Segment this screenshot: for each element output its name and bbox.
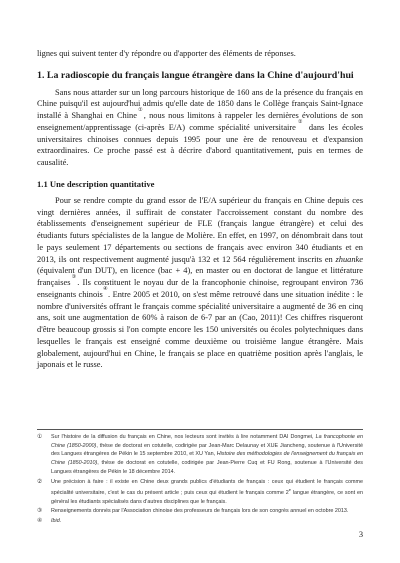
page-number: 3 [358,530,363,539]
footnote-text [51,433,363,477]
footnote-text: Renseignements donnés par l'Association chinoise des professeurs de français lors de son congrès annuel en octobre 2013. [51,508,349,515]
footnote-2 [37,478,363,507]
continuation-line: lignes qui suivent tenter d'y répondre ou d'apporter des éléments de réponses. [37,49,296,58]
footnote-segment: , thèse de doctorat en cotutelle, codirigée par Jean-Pierre Cuq et FU Rong, soutenue à l'Université des Langues étrangères de Pékin le 18 décembre 2014. [51,460,363,475]
paragraph-text: . Ils constituent le noyau dur de la francophonie chinoise, regroupant environ 736 enseignants chinois [37,278,364,299]
footnote-ref-2[interactable]: ② [295,119,305,125]
paragraph-intro [37,87,363,169]
footnote-superscript: e [288,487,291,493]
footnote-4 [37,517,363,526]
subsection-title: 1.1 Une description quantitative [37,178,155,189]
footnote-text [51,478,363,507]
footnote-number: ① [37,434,43,440]
paragraph-text: , nous nous limitons à rappeler les dernières évolutions de son enseignement/apprentissage (ci-après E/A) comme spécialité universitaire [37,111,363,132]
footnote-segment: Une précision à faire : il existe en Chine deux grands publics d'étudiants de français : ceux qui étudient le français comme spécialité universitaire, c'est le cas du présent article ; puis ceux qui étudient le français comme 2 [51,478,363,497]
paragraph-quantitative [37,195,363,371]
footnote-number: ④ [37,518,43,525]
paragraph-text: Sans nous attarder sur un long parcours historique de 160 ans de la présence du français en Chine puisqu'il est aujourd'hui admis qu'elle date de 1850 dans le Collège français Saint-Ignace installé à Shanghai en Chine [37,87,363,120]
footnote-text: Ibid. [51,518,62,525]
footnote-ref-1[interactable]: ① [136,108,144,113]
page-content [37,48,363,371]
footnote-number: ② [37,478,43,485]
footnote-ref-4[interactable]: ④ [102,286,109,292]
footnote-segment: , thèse de doctorat en cotutelle, codirigée par Jean-Marc Delaunay et XUE Jiancheng, soutenue à l'Université des Langues étrangères de Pékin le 15 septembre 2010, et XU Yan, [51,442,363,458]
footnote-3 [37,507,363,516]
footnote-title: Histoire des méthodologies de l'enseignement du français en Chine (1850-2010) [51,451,363,467]
footnote-segment: Sur l'histoire de la diffusion du français en Chine, nos lecteurs sont invités à lire notamment DAI Dongmei, [51,434,316,440]
footnote-number: ③ [37,508,43,515]
footnote-1 [37,433,363,477]
italic-term: zhuanke [335,254,363,264]
footnote-ref-3[interactable]: ③ [70,275,78,280]
paragraph-text: . Entre 2005 et 2010, on s'est même retrouvé dans une situation inédite : le nombre d'universités offrant le français comme spécialité universitaire a augmenté de 36 en cinq ans, soit une augmentation de 60% à raison de 6-7 par an (Cao, 2011)! Ces chiffres risqueront d'être beaucoup grossis si l'on compte encore les 150 universités ou écoles polytechniques dans lesquelles le français est enseigné comme deuxième ou troisième langue étrangère. Mais globalement, aujourd'hui en Chine, le français se place en quatrième position après l'anglais, le japonais et le russe. [37,289,363,370]
footnote-segment: langue étrangère, ce sont en général les étudiants spécialisés dans d'autres disciplines que le français. [51,490,363,505]
footnote-title: La francophonie en Chine (1850-2000) [51,434,363,449]
paragraph-text: dans les écoles universitaires chinoises connues depuis 1995 pour une ère de renouveau et d'expansion extraordinaires. Ce proche passé est à décrire d'abord quantitativement, puis en termes de causalité. [37,122,363,167]
footnotes [37,429,363,526]
paragraph-text: Pour se rendre compte du grand essor de l'E/A supérieur du français en Chine depuis ces vingt dernières années, il suffirait de constater l'accroissement constant du nombre des établissements d'enseignement supérieur de FLE (français langue étrangère) et celui des étudiants futurs spécialistes de la langue de Molière. En effet, en 1997, on dénombrait dans tout le pays seulement 17 départements ou sections de français avec environ 340 étudiants et en 2013, ils ont respectivement augmenté jusqu'à 132 et 12 564 régulièrement inscrits en [37,195,363,264]
paragraph-text: (équivalent d'un DUT), en licence (bac + 4), en master ou en doctorat de langue et littérature françaises [37,266,363,287]
section-title: 1. La radioscopie du français langue étrangère dans la Chine d'aujourd'hui [37,69,354,81]
